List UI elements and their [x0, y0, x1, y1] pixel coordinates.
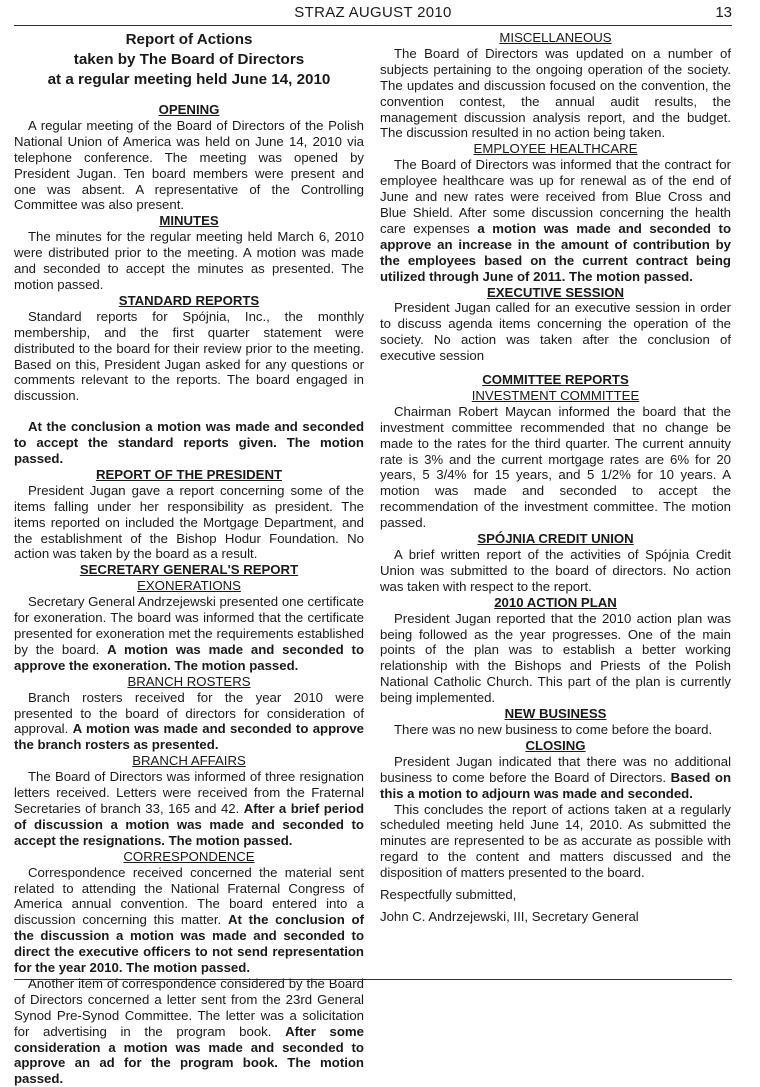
- new-business-heading: NEW BUSINESS: [504, 706, 607, 722]
- miscellaneous-heading: MISCELLANEOUS: [499, 30, 612, 45]
- closing-text: President Jugan indicated that there was no additional business to come before the Board of Directors.: [380, 753, 731, 785]
- credit-union-heading: SPÓJNIA CREDIT UNION: [477, 531, 634, 547]
- minutes-heading: MINUTES: [159, 213, 219, 229]
- signature: John C. Andrzejewski, III, Secretary General: [380, 908, 639, 924]
- report-title-line-3: at a regular meeting held June 14, 2010: [47, 71, 331, 88]
- action-plan-text: President Jugan reported that the 2010 action plan was being followed as the year progresses. One of the main points of the plan was to establish a better working relationship with the Bishops and Priests of the Polish National Catholic Church. This part of the plan is currently being implemented.: [380, 610, 731, 706]
- employee-healthcare-heading: EMPLOYEE HEALTHCARE: [473, 141, 638, 157]
- correspondence-text: Correspondence received concerned the material sent related to attending the National Fraternal Congress of America annual convention. The board entered into a discussion concerning this matter.: [14, 864, 364, 928]
- branch-rosters-heading: BRANCH ROSTERS: [127, 673, 251, 689]
- correspondence-heading: CORRESPONDENCE: [123, 848, 255, 864]
- branch-affairs-motion: After a brief period of discussion a motion was made and seconded to accept the resignations. The motion passed.: [14, 800, 364, 848]
- secretary-report-heading: SECRETARY GENERAL'S REPORT: [79, 562, 299, 578]
- branch-rosters-text: Branch rosters received for the year 2010 were presented to the board of directors for consideration of approval.: [14, 689, 364, 737]
- executive-session-text: President Jugan called for an executive session in order to discuss agenda items concerning the operation of the society. No action was taken after the conclusion of executive session: [380, 300, 731, 364]
- credit-union-text: A brief written report of the activities of Spójnia Credit Union was submitted to the board of directors. No action was taken with respect to the report.: [380, 547, 731, 594]
- signoff: Respectfully submitted,: [380, 887, 517, 903]
- executive-session-heading: EXECUTIVE SESSION: [486, 284, 625, 300]
- new-business-text: There was no new business to come before the board.: [394, 721, 713, 737]
- president-report-heading: REPORT OF THE PRESIDENT: [95, 466, 283, 482]
- employee-healthcare-text: The Board of Directors was informed that the contract for employee healthcare was up for renewal as of the end of June and new rates were received from Blue Cross and Blue Shield. After some discussion concerning the health care expenses: [380, 157, 731, 236]
- exonerations-text: Secretary General Andrzejewski presented one certificate for exoneration. The board was informed that the certificate presented for exoneration met the requirements established by the board.: [14, 594, 364, 657]
- standard-reports-text: Standard reports for Spójnia, Inc., the monthly membership, and the first quarter statement were distributed to the board for their review prior to the meeting. Based on this, President Jugan asked for any questions or comments relevant to the reports. The board engaged in discussion.: [14, 308, 364, 404]
- exonerations-paragraph: [14, 594, 364, 674]
- branch-rosters-motion: A motion was made and seconded to approve the branch rosters as presented.: [14, 721, 364, 753]
- correspondence-paragraph: [14, 865, 364, 976]
- correspondence-motion: At the conclusion of the discussion a motion was made and seconded to direct the executive officers to not send representation for the year 2010. The motion passed.: [14, 912, 364, 976]
- investment-committee-heading: INVESTMENT COMMITTEE: [471, 387, 640, 403]
- closing-heading: CLOSING: [525, 737, 586, 753]
- correspondence-motion-2: After some consideration a motion was made and seconded to approve an ad for the program book. The motion passed.: [14, 1023, 364, 1087]
- page-header: [14, 3, 732, 26]
- right-column: [380, 30, 731, 925]
- exonerations-heading: EXONERATIONS: [137, 578, 241, 594]
- branch-affairs-text: The Board of Directors was informed of three resignation letters received. Letters were received from the Fraternal Secretaries of branch 33, 165 and 42.: [14, 769, 364, 816]
- action-plan-heading: 2010 ACTION PLAN: [494, 594, 617, 610]
- standard-reports-heading: STANDARD REPORTS: [118, 292, 260, 308]
- branch-rosters-paragraph: [14, 690, 364, 754]
- branch-affairs-heading: BRANCH AFFAIRS: [132, 753, 246, 769]
- left-column: [14, 30, 364, 1087]
- employee-healthcare-motion: a motion was made and seconded to approve an increase in the amount of contribution by the employees based on the current contract being utilized through June of 2011. The motion passed.: [380, 220, 732, 284]
- publication-title: STRAZ AUGUST 2010: [294, 4, 452, 21]
- closing-text-2: This concludes the report of actions taken at a regularly scheduled meeting held June 14, 2010. As submitted the minutes are represented to be as accurate as possible with regard to the content and matters discussed and the disposition of matters presented to the board.: [380, 801, 731, 881]
- footer-rule: [14, 979, 732, 980]
- report-title-line-1: Report of Actions: [125, 31, 253, 48]
- opening-heading: OPENING: [158, 102, 220, 117]
- report-title-line-2: taken by The Board of Directors: [73, 51, 305, 68]
- standard-reports-motion: At the conclusion a motion was made and seconded to accept the standard reports given. The motion passed.: [14, 419, 364, 467]
- closing-motion: Based on this a motion to adjourn was made and seconded.: [380, 769, 731, 801]
- investment-committee-text: Chairman Robert Maycan informed the board that the investment committee recommended that no change be made to the rates for the third quarter. The current annuity rate is 3% and the current mortgage rates are 6% for 20 years, 5 3/4% for 15 years, and 5 1/2% for 10 years. A motion was made and seconded to accept the recommendation of the investment committee. The motion passed.: [380, 403, 731, 531]
- closing-paragraph: [380, 754, 731, 802]
- correspondence-text-2: Another item of correspondence considered by the Board of Directors concerned a letter sent from the 23rd General Synod Pre-Synod Committee. The letter was a solicitation for advertising in the program book.: [14, 975, 364, 1039]
- employee-healthcare-paragraph: [380, 157, 731, 284]
- exonerations-motion: A motion was made and seconded to approve the exoneration. The motion passed.: [14, 641, 364, 673]
- branch-affairs-paragraph: [14, 769, 364, 849]
- minutes-text: The minutes for the regular meeting held March 6, 2010 were distributed prior to the meeting. A motion was made and seconded to accept the minutes as presented. The motion passed.: [14, 229, 364, 292]
- page-number: 13: [715, 4, 732, 21]
- opening-text: A regular meeting of the Board of Directors of the Polish National Union of America was held on June 14, 2010 via telephone conference. The meeting was opened by President Jugan. Ten board members were present and one was absent. A representative of the Controlling Committee was also present.: [14, 117, 364, 213]
- president-report-text: President Jugan gave a report concerning some of the items falling under her responsibility as president. The items reported on included the Mortgage Department, and the establishment of the Bishop Hodur Foundation. No action was taken by the board as a result.: [14, 482, 364, 562]
- correspondence-paragraph-2: [14, 976, 364, 1087]
- committee-reports-heading: COMMITTEE REPORTS: [482, 372, 629, 388]
- miscellaneous-text: The Board of Directors was updated on a number of subjects pertaining to the ongoing operation of the society. The updates and discussion focused on the convention, the convention contest, the annual audit results, the management discussion analysis report, and the budget. The discussion resulted in no action being taken.: [380, 45, 731, 141]
